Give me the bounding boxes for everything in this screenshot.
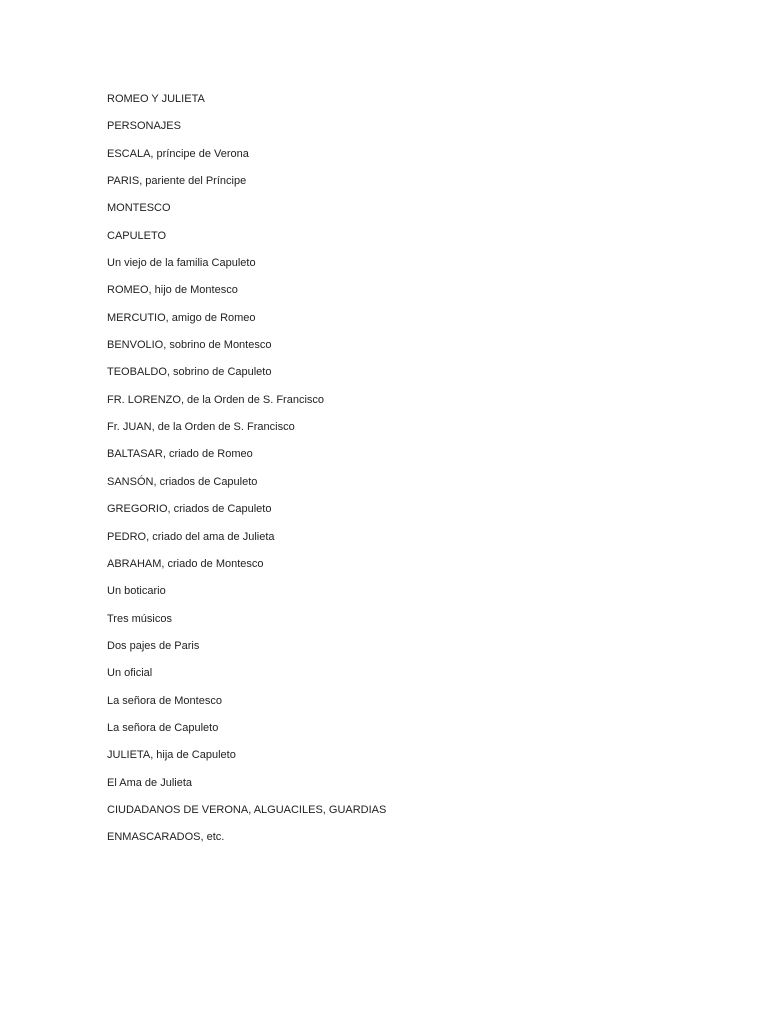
list-item: ESCALA, príncipe de Verona xyxy=(107,147,249,160)
list-item: GREGORIO, criados de Capuleto xyxy=(107,503,272,516)
list-item: PARIS, pariente del Príncipe xyxy=(107,175,247,188)
list-item: La señora de Montesco xyxy=(107,694,222,707)
list-item: CAPULETO xyxy=(107,229,167,242)
list-item: Dos pajes de Paris xyxy=(107,639,200,652)
character-list xyxy=(107,91,386,857)
document-title: ROMEO Y JULIETA xyxy=(107,93,205,105)
list-item: ABRAHAM, criado de Montesco xyxy=(107,557,264,570)
list-item: ROMEO, hijo de Montesco xyxy=(107,284,238,297)
list-item: MONTESCO xyxy=(107,202,171,215)
list-item: SANSÓN, criados de Capuleto xyxy=(107,475,258,488)
list-item: El Ama de Julieta xyxy=(107,776,192,789)
list-item: TEOBALDO, sobrino de Capuleto xyxy=(107,366,272,379)
list-item: Un viejo de la familia Capuleto xyxy=(107,257,256,270)
section-heading: PERSONAJES xyxy=(107,120,181,133)
list-item: Un oficial xyxy=(107,667,153,680)
list-item: BALTASAR, criado de Romeo xyxy=(107,448,253,461)
list-item: PEDRO, criado del ama de Julieta xyxy=(107,530,275,543)
list-item: Tres músicos xyxy=(107,612,172,625)
list-item: ENMASCARADOS, etc. xyxy=(107,831,225,844)
list-item: CIUDADANOS DE VERONA, ALGUACILES, GUARDIAS xyxy=(107,803,387,816)
list-item: Fr. JUAN, de la Orden de S. Francisco xyxy=(107,421,295,434)
list-item: BENVOLIO, sobrino de Montesco xyxy=(107,339,272,352)
list-item: JULIETA, hija de Capuleto xyxy=(107,749,236,762)
list-item: MERCUTIO, amigo de Romeo xyxy=(107,311,256,324)
list-item: La señora de Capuleto xyxy=(107,721,219,734)
list-item: Un boticario xyxy=(107,585,166,598)
list-item: FR. LORENZO, de la Orden de S. Francisco xyxy=(107,393,325,406)
